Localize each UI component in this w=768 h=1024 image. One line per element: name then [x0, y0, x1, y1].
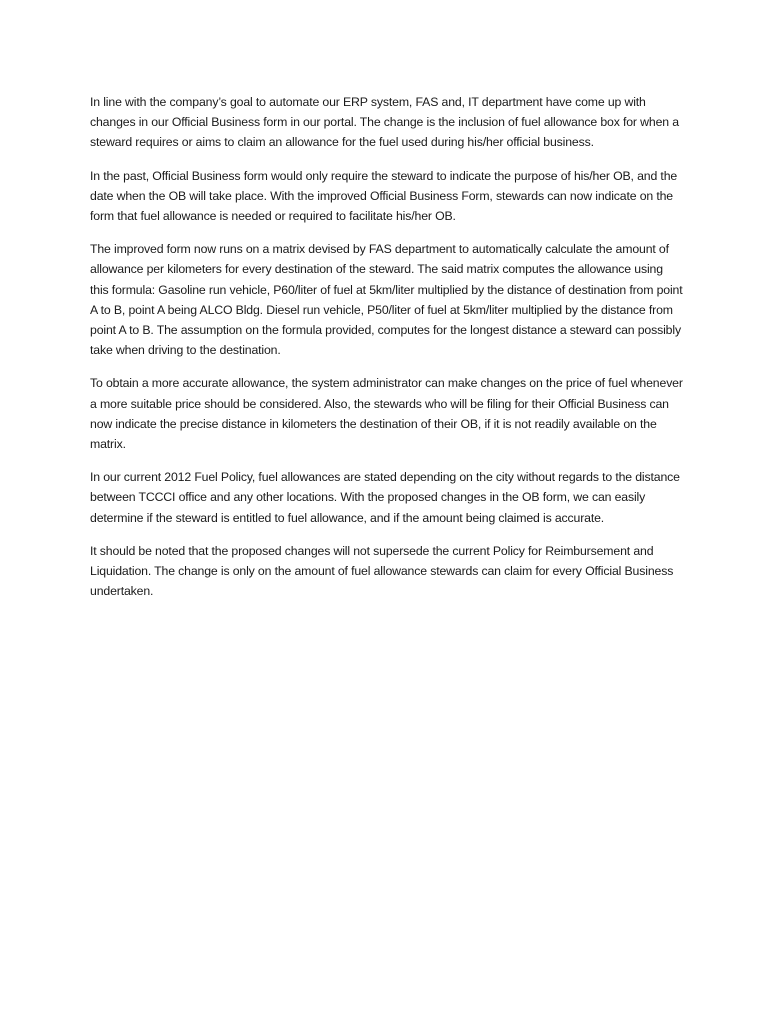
- paragraph-accurate-allowance: To obtain a more accurate allowance, the system administrator can make changes on the price of fuel whenever a more suitable price should be considered. Also, the stewards who will be filing for their Official Business can now indicate the precise distance in kilometers the destination of their OB, if it is not readily available on the matrix.: [90, 376, 683, 452]
- paragraph-past-form: In the past, Official Business form would only require the steward to indicate the purpose of his/her OB, and the date when the OB will take place. With the improved Official Business Form, stewards can now indicate on the form that fuel allowance is needed or required to facilitate his/her OB.: [90, 168, 678, 224]
- paragraph-erp-automation: In line with the company’s goal to automate our ERP system, FAS and, IT department have come up with changes in our Official Business form in our portal. The change is the inclusion of fuel allowance box for when a steward requires or aims to claim an allowance for the fuel used during his/her official business.: [90, 95, 679, 150]
- paragraph-reimbursement-note: It should be noted that the proposed changes will not supersede the current Policy for Reimbursement and Liquidation. The change is only on the amount of fuel allowance stewards can claim for every Official Business undertaken.: [90, 543, 674, 599]
- paragraph-matrix-formula: The improved form now runs on a matrix devised by FAS department to automatically calculate the amount of allowance per kilometers for every destination of the steward. The said matrix computes the allowance using this formula: Gasoline run vehicle, P60/liter of fuel at 5km/liter multiplied by the distance of destination from point A to B, point A being ALCO Bldg. Diesel run vehicle, P50/liter of fuel at 5km/liter multiplied by the distance from point A to B. The assumption on the formula provided, computes for the longest distance a steward can possibly take when driving to the destination.: [90, 242, 683, 358]
- paragraph-fuel-policy: In our current 2012 Fuel Policy, fuel allowances are stated depending on the city without regards to the distance between TCCCI office and any other locations. With the proposed changes in the OB form, we can easily determine if the steward is entitled to fuel allowance, and if the amount being claimed is accurate.: [90, 470, 680, 525]
- document-body: [90, 92, 684, 614]
